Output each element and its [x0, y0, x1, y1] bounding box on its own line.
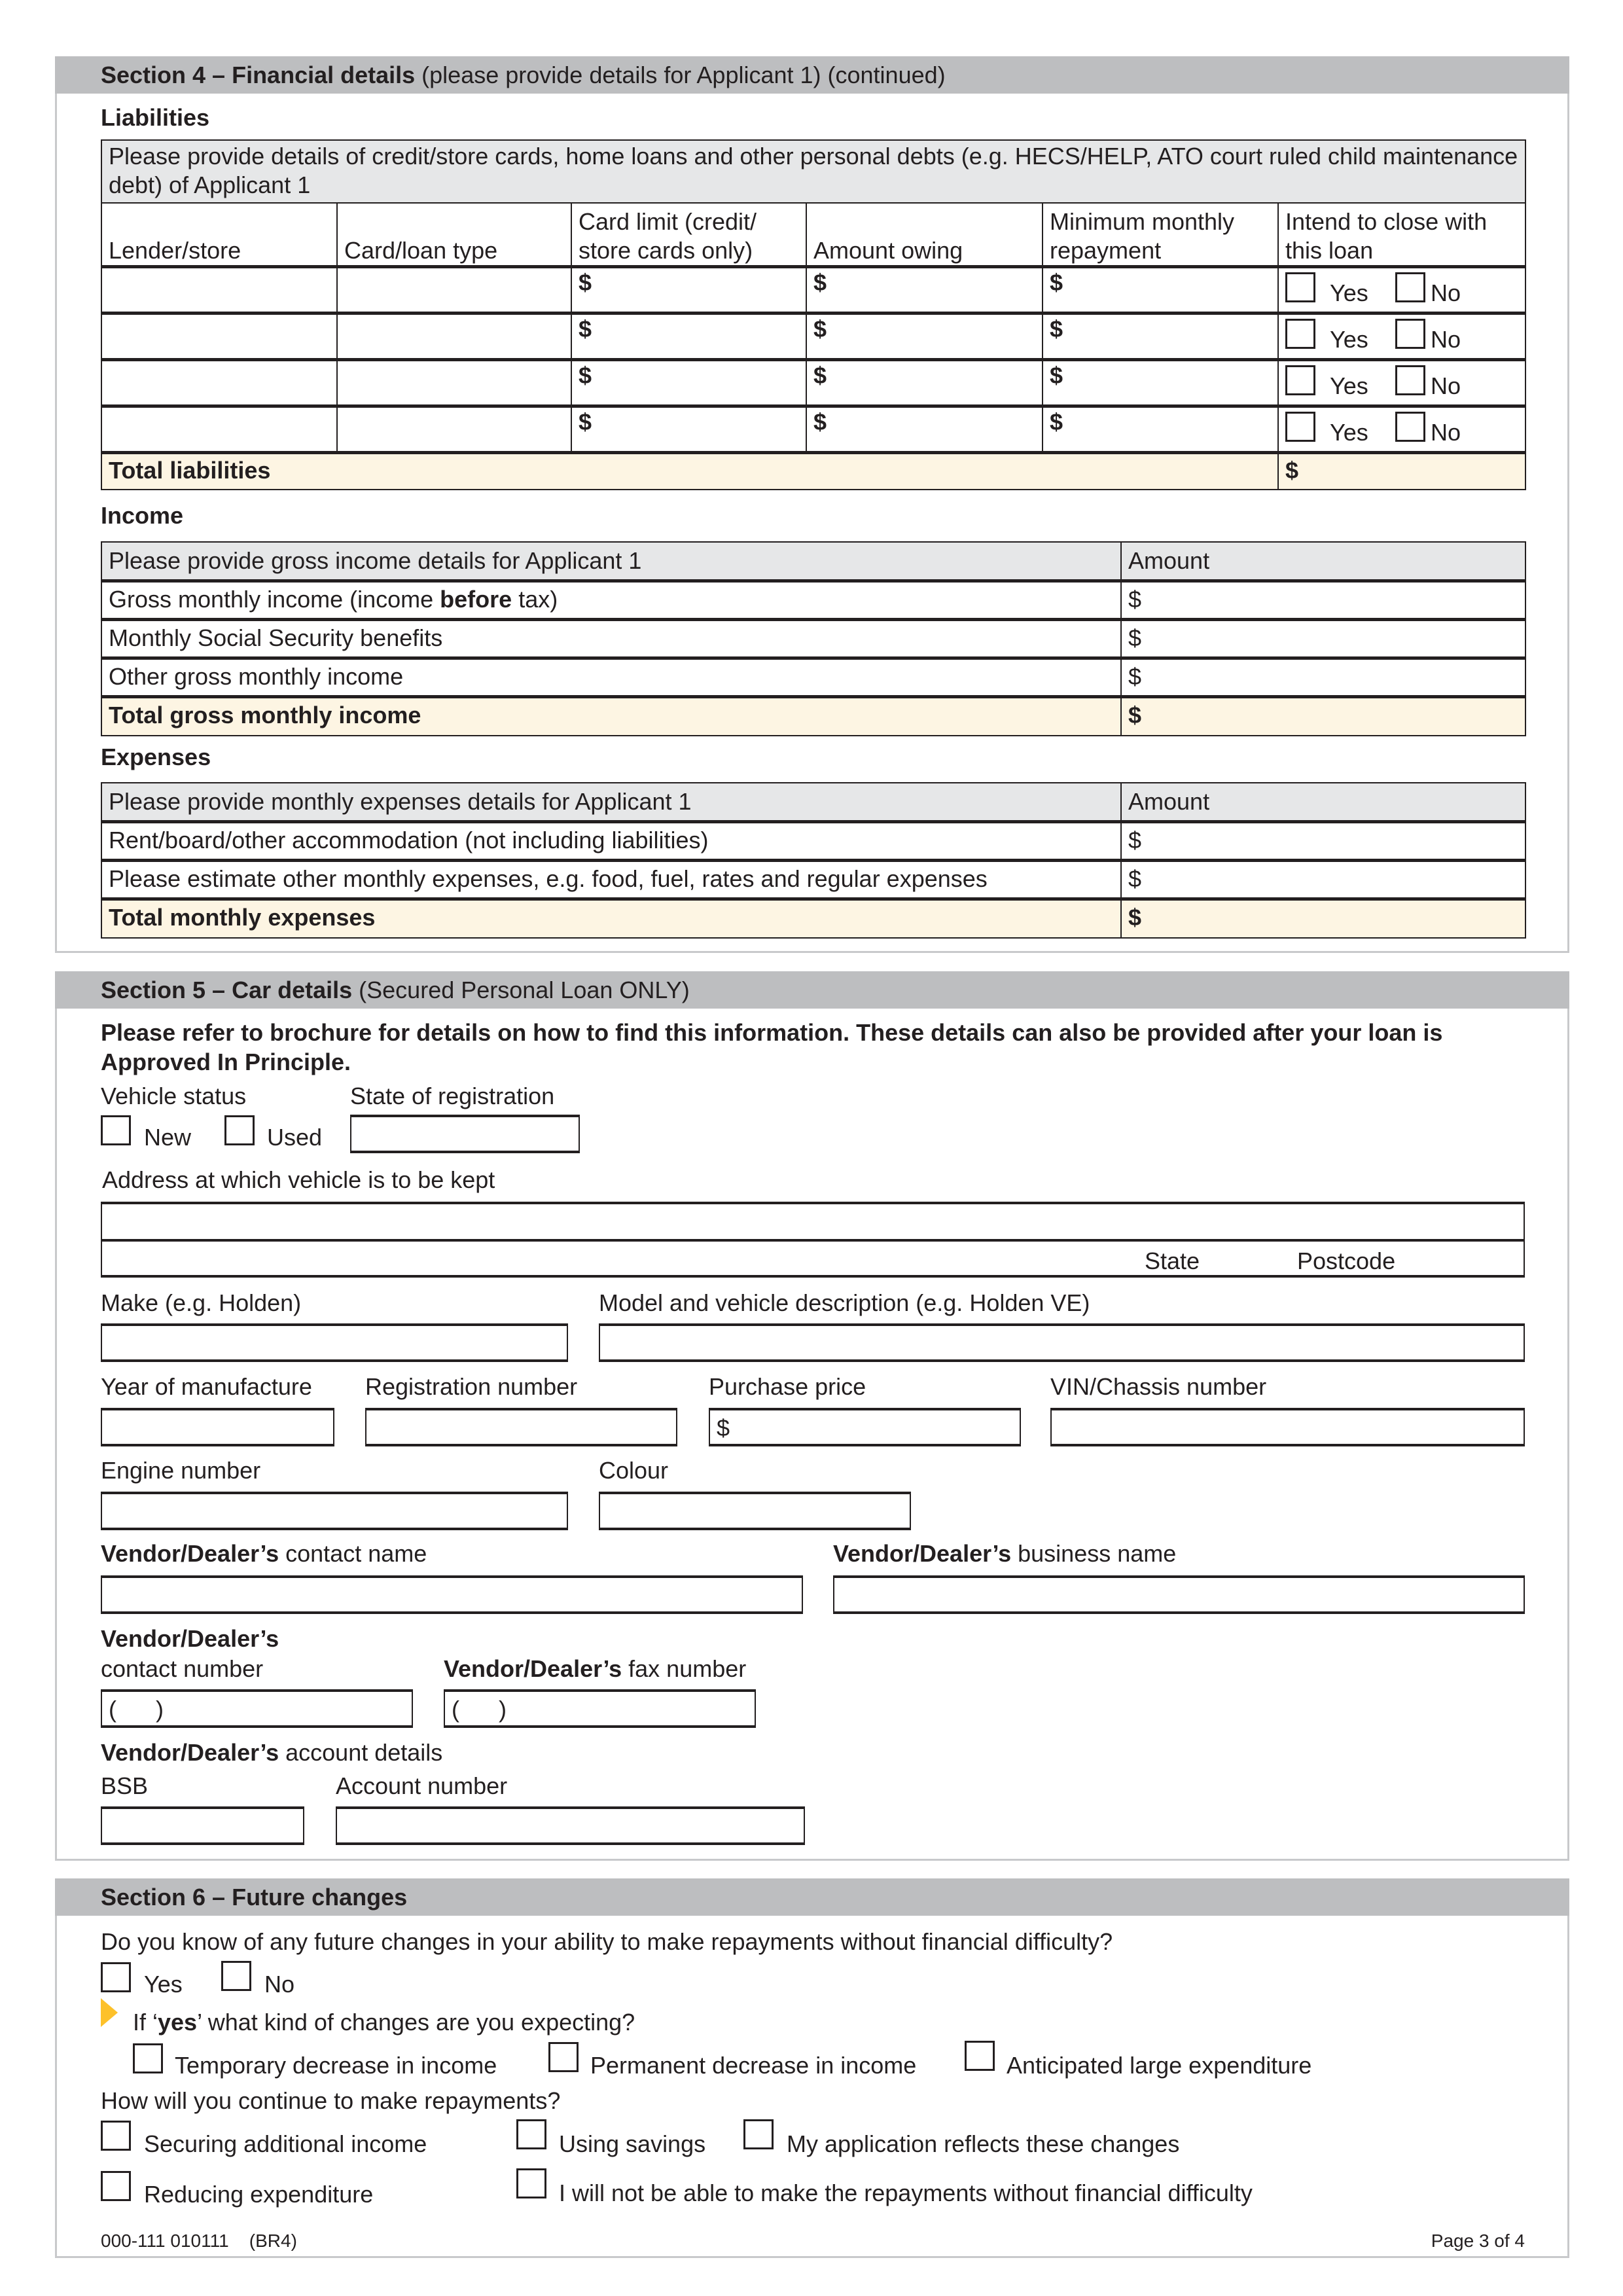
- card-limit-input[interactable]: $: [571, 359, 806, 406]
- amount-owing-input[interactable]: $: [806, 313, 1043, 359]
- lender-store-input[interactable]: [101, 313, 337, 359]
- col-amount-owing: Amount owing: [806, 203, 1043, 266]
- vin-chassis-input[interactable]: [1050, 1408, 1525, 1446]
- amount-owing-input[interactable]: $: [806, 359, 1043, 406]
- car-details-notice-line1: Please refer to brochure for details on how to find this information. These details can also be provided after your loan is: [101, 1019, 1443, 1046]
- intend-to-close-cell: [1278, 266, 1525, 313]
- total-income-label: Total gross monthly income: [101, 697, 1121, 736]
- unable-to-repay-checkbox[interactable]: [516, 2168, 546, 2198]
- anticipated-expenditure-label: Anticipated large expenditure: [1007, 2052, 1312, 2079]
- expenses-heading: Expenses: [101, 744, 211, 770]
- expenses-header-label: Please provide monthly expenses details for Applicant 1: [101, 783, 1121, 822]
- engine-number-input[interactable]: [101, 1492, 568, 1530]
- col-min-repayment: Minimum monthly repayment: [1043, 203, 1278, 266]
- address-state-label: State: [1145, 1247, 1200, 1274]
- registration-number-input[interactable]: [365, 1408, 677, 1446]
- registration-number-label: Registration number: [365, 1373, 578, 1400]
- close-yes-checkbox[interactable]: [1285, 319, 1315, 349]
- section-6-header: Section 6 – Future changes: [55, 1878, 1569, 1916]
- total-expenses-label: Total monthly expenses: [101, 899, 1121, 938]
- expense-row: [101, 822, 1525, 861]
- reducing-expenditure-checkbox[interactable]: [101, 2171, 131, 2201]
- close-yes-checkbox[interactable]: [1285, 412, 1315, 442]
- form-code: 000-111 010111 (BR4): [101, 2231, 297, 2251]
- vehicle-status-label: Vehicle status: [101, 1083, 247, 1109]
- vendor-contact-number-input[interactable]: ( ): [101, 1689, 413, 1728]
- lender-store-input[interactable]: [101, 359, 337, 406]
- close-yes-label: Yes: [1330, 325, 1368, 353]
- vehicle-used-label: Used: [267, 1124, 323, 1151]
- vehicle-used-checkbox[interactable]: [224, 1115, 255, 1145]
- using-savings-checkbox[interactable]: [516, 2119, 546, 2149]
- total-liabilities-label: Total liabilities: [101, 452, 1278, 490]
- liability-row: [101, 266, 1525, 313]
- card-loan-type-input[interactable]: [337, 313, 571, 359]
- section-5-header: Section 5 – Car details (Secured Personal Loan ONLY): [55, 971, 1569, 1009]
- card-limit-input[interactable]: $: [571, 406, 806, 452]
- card-limit-input[interactable]: $: [571, 313, 806, 359]
- account-number-label: Account number: [336, 1772, 508, 1799]
- total-income-input[interactable]: $: [1121, 697, 1525, 736]
- intend-to-close-cell: [1278, 359, 1525, 406]
- total-liabilities-input[interactable]: $: [1278, 452, 1525, 490]
- temporary-decrease-checkbox[interactable]: [133, 2043, 163, 2073]
- close-yes-label: Yes: [1330, 418, 1368, 446]
- liabilities-heading: Liabilities: [101, 104, 210, 131]
- card-loan-type-input[interactable]: [337, 266, 571, 313]
- close-no-label: No: [1431, 279, 1461, 306]
- lender-store-input[interactable]: [101, 406, 337, 452]
- total-expenses-input[interactable]: $: [1121, 899, 1525, 938]
- card-loan-type-input[interactable]: [337, 359, 571, 406]
- gross-monthly-income-input[interactable]: $: [1121, 581, 1525, 620]
- model-input[interactable]: [599, 1323, 1525, 1362]
- rent-board-input[interactable]: $: [1121, 822, 1525, 861]
- purchase-price-input[interactable]: $: [709, 1408, 1021, 1446]
- close-no-label: No: [1431, 372, 1461, 399]
- purchase-price-label: Purchase price: [709, 1373, 866, 1400]
- account-number-input[interactable]: [336, 1806, 805, 1845]
- make-input[interactable]: [101, 1323, 568, 1362]
- income-header-label: Please provide gross income details for Applicant 1: [101, 542, 1121, 581]
- bsb-label: BSB: [101, 1772, 149, 1799]
- col-lender-store: Lender/store: [101, 203, 337, 266]
- other-income-input[interactable]: $: [1121, 658, 1525, 697]
- min-repayment-input[interactable]: $: [1043, 406, 1278, 452]
- future-changes-question: Do you know of any future changes in your ability to make repayments without financial difficulty?: [101, 1928, 1113, 1955]
- close-yes-checkbox[interactable]: [1285, 272, 1315, 302]
- bsb-input[interactable]: [101, 1806, 304, 1845]
- unable-to-repay-label: I will not be able to make the repayments without financial difficulty: [559, 2179, 1253, 2206]
- income-row: [101, 658, 1525, 697]
- other-expenses-input[interactable]: $: [1121, 861, 1525, 899]
- address-line1-input[interactable]: [101, 1202, 1525, 1240]
- application-reflects-label: My application reflects these changes: [787, 2130, 1180, 2157]
- future-changes-yes-checkbox[interactable]: [101, 1962, 131, 1992]
- close-no-checkbox[interactable]: [1395, 319, 1425, 349]
- min-repayment-input[interactable]: $: [1043, 266, 1278, 313]
- close-no-checkbox[interactable]: [1395, 272, 1425, 302]
- future-changes-yes-label: Yes: [144, 1971, 183, 1998]
- vendor-contact-name-label: Vendor/Dealer’s contact name: [101, 1540, 427, 1567]
- close-no-checkbox[interactable]: [1395, 365, 1425, 395]
- income-heading: Income: [101, 502, 184, 529]
- intend-to-close-cell: [1278, 406, 1525, 452]
- reducing-expenditure-label: Reducing expenditure: [144, 2181, 374, 2208]
- income-row-label: Monthly Social Security benefits: [101, 620, 1121, 658]
- min-repayment-input[interactable]: $: [1043, 359, 1278, 406]
- securing-income-checkbox[interactable]: [101, 2121, 131, 2151]
- car-details-notice-line2: Approved In Principle.: [101, 1049, 351, 1075]
- close-no-label: No: [1431, 325, 1461, 353]
- card-loan-type-input[interactable]: [337, 406, 571, 452]
- liability-row: [101, 406, 1525, 452]
- income-row: [101, 620, 1525, 658]
- expense-row-label: Rent/board/other accommodation (not including liabilities): [101, 822, 1121, 861]
- close-no-label: No: [1431, 418, 1461, 446]
- liability-row: [101, 359, 1525, 406]
- income-row: [101, 581, 1525, 620]
- how-repay-question: How will you continue to make repayments?: [101, 2087, 561, 2114]
- address-label: Address at which vehicle is to be kept: [102, 1166, 495, 1193]
- section-4-header: Section 4 – Financial details (please provide details for Applicant 1) (continued): [55, 56, 1569, 94]
- card-limit-input[interactable]: $: [571, 266, 806, 313]
- year-of-manufacture-input[interactable]: [101, 1408, 334, 1446]
- total-liabilities-row: [101, 452, 1525, 490]
- if-yes-question: If ‘yes’ what kind of changes are you expecting?: [133, 2009, 635, 2036]
- vendor-business-name-input[interactable]: [833, 1575, 1525, 1614]
- amount-owing-input[interactable]: $: [806, 406, 1043, 452]
- expense-row: [101, 861, 1525, 899]
- income-row-label: Other gross monthly income: [101, 658, 1121, 697]
- engine-number-label: Engine number: [101, 1457, 261, 1484]
- total-expenses-row: [101, 899, 1525, 938]
- application-reflects-checkbox[interactable]: [743, 2119, 774, 2149]
- using-savings-label: Using savings: [559, 2130, 706, 2157]
- colour-label: Colour: [599, 1457, 669, 1484]
- col-card-loan-type: Card/loan type: [337, 203, 571, 266]
- expense-row-label: Please estimate other monthly expenses, e.g. food, fuel, rates and regular expenses: [101, 861, 1121, 899]
- securing-income-label: Securing additional income: [144, 2130, 427, 2157]
- permanent-decrease-label: Permanent decrease in income: [590, 2052, 917, 2079]
- amount-owing-input[interactable]: $: [806, 266, 1043, 313]
- page-number: Page 3 of 4: [1431, 2231, 1525, 2251]
- close-yes-checkbox[interactable]: [1285, 365, 1315, 395]
- income-table: [101, 541, 1526, 736]
- address-postcode-label: Postcode: [1297, 1247, 1396, 1274]
- future-changes-no-checkbox[interactable]: [221, 1961, 251, 1991]
- colour-input[interactable]: [599, 1492, 911, 1530]
- vehicle-new-label: New: [144, 1124, 192, 1151]
- col-card-limit: Card limit (credit/ store cards only): [571, 203, 806, 266]
- income-row-label: Gross monthly income (income before tax): [101, 581, 1121, 620]
- year-of-manufacture-label: Year of manufacture: [101, 1373, 312, 1400]
- intend-to-close-cell: [1278, 313, 1525, 359]
- make-label: Make (e.g. Holden): [101, 1289, 302, 1316]
- vendor-fax-number-input[interactable]: ( ): [444, 1689, 756, 1728]
- vendor-account-details-label: Vendor/Dealer’s account details: [101, 1739, 443, 1766]
- close-yes-label: Yes: [1330, 279, 1368, 306]
- liabilities-table: [101, 139, 1526, 490]
- vendor-fax-number-label: Vendor/Dealer’s fax number: [444, 1655, 747, 1682]
- model-label: Model and vehicle description (e.g. Holden VE): [599, 1289, 1090, 1316]
- close-no-checkbox[interactable]: [1395, 412, 1425, 442]
- temporary-decrease-label: Temporary decrease in income: [175, 2052, 497, 2079]
- min-repayment-input[interactable]: $: [1043, 313, 1278, 359]
- close-yes-label: Yes: [1330, 372, 1368, 399]
- vendor-business-name-label: Vendor/Dealer’s business name: [833, 1540, 1177, 1567]
- expenses-table: [101, 782, 1526, 939]
- liability-row: [101, 313, 1525, 359]
- social-security-input[interactable]: $: [1121, 620, 1525, 658]
- expenses-header-amount: Amount: [1121, 783, 1525, 822]
- anticipated-expenditure-checkbox[interactable]: [965, 2041, 995, 2071]
- col-intend-to-close: Intend to close with this loan: [1278, 203, 1525, 266]
- total-income-row: [101, 697, 1525, 736]
- arrow-right-icon: [101, 1998, 118, 2027]
- lender-store-input[interactable]: [101, 266, 337, 313]
- state-of-registration-input[interactable]: [350, 1115, 580, 1153]
- income-header-amount: Amount: [1121, 542, 1525, 581]
- permanent-decrease-checkbox[interactable]: [548, 2042, 579, 2072]
- liabilities-intro: Please provide details of credit/store cards, home loans and other personal debts (e.g. HECS/HELP, ATO court ruled child maintenance debt) of Applicant 1: [101, 140, 1525, 203]
- vendor-contact-name-input[interactable]: [101, 1575, 803, 1614]
- vendor-contact-number-label-line1: Vendor/Dealer’s: [101, 1625, 279, 1652]
- future-changes-no-label: No: [264, 1971, 295, 1998]
- state-of-registration-label: State of registration: [350, 1083, 555, 1109]
- vin-chassis-label: VIN/Chassis number: [1050, 1373, 1267, 1400]
- vehicle-new-checkbox[interactable]: [101, 1115, 131, 1145]
- vendor-contact-number-label-line2: contact number: [101, 1655, 264, 1682]
